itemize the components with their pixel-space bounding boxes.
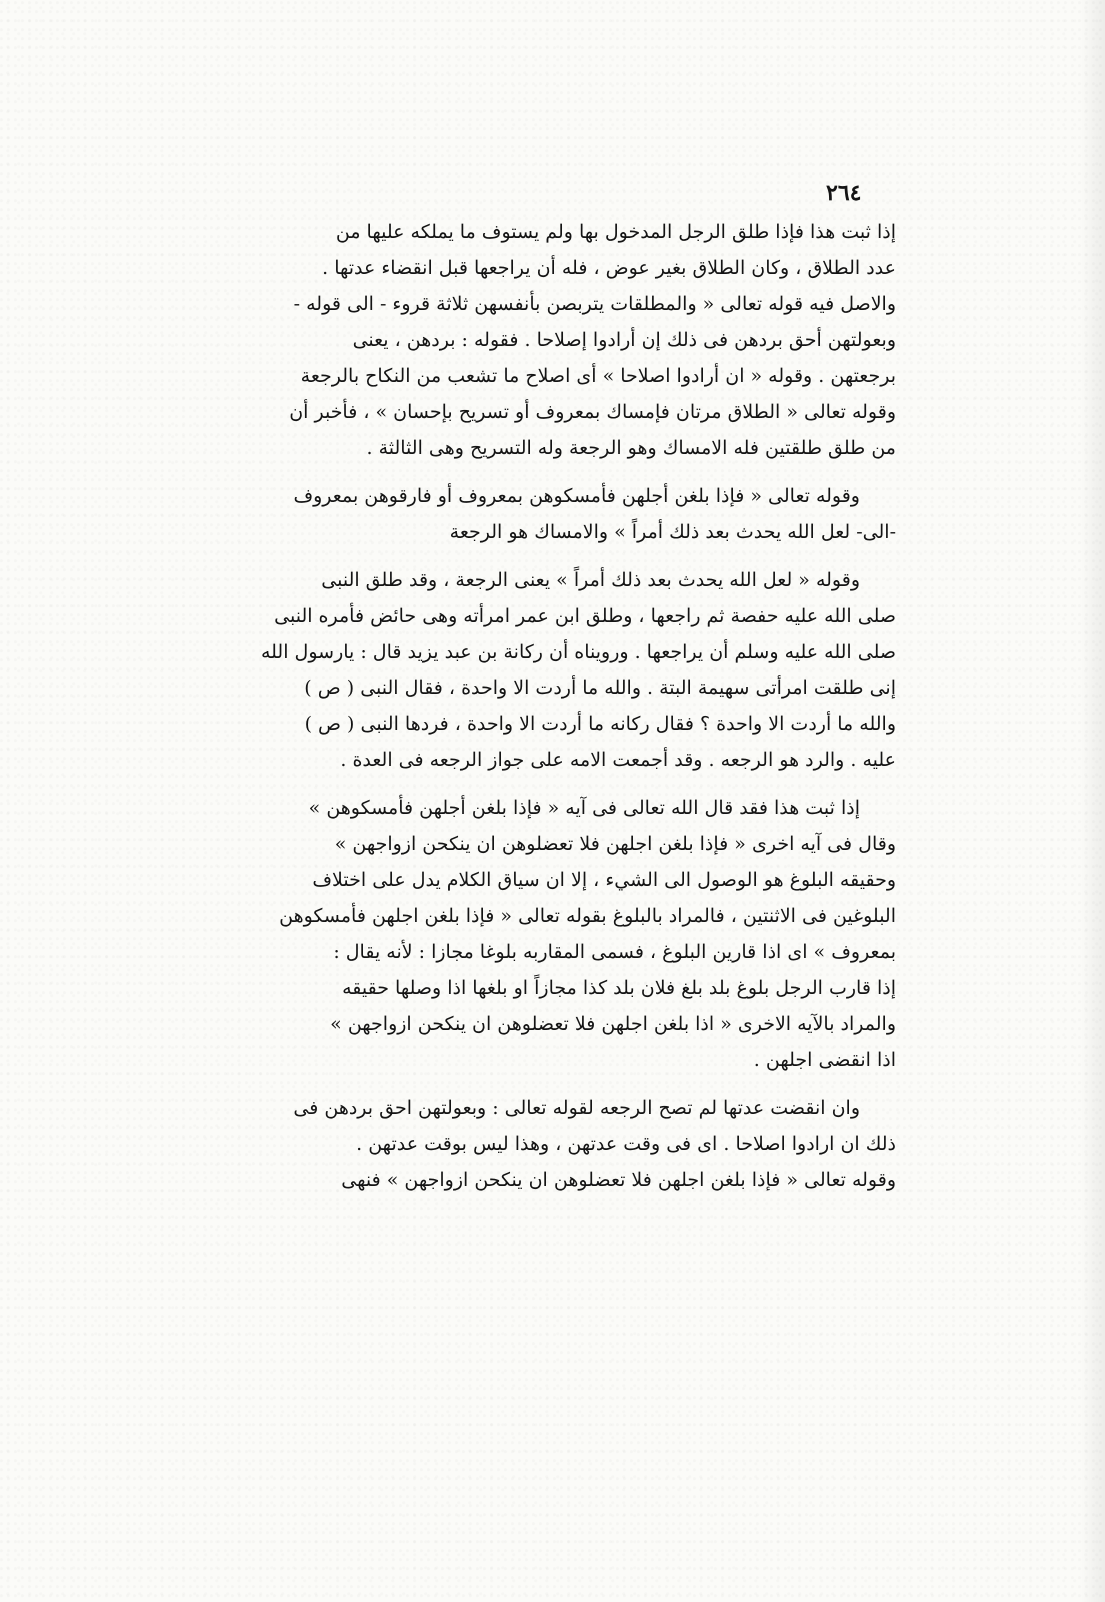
text-line: إنى طلقت امرأتى سهيمة البتة . والله ما أردت الا واحدة ، فقال النبى ( ص ) [304, 677, 896, 699]
text-line: صلى الله عليه وسلم أن يراجعها . ورويناه أن ركانة بن عبد يزيد قال : يارسول الله [260, 641, 896, 663]
page-number: ٢٦٤ [826, 180, 862, 206]
text-line: إذا ثبت هذا فإذا طلق الرجل المدخول بها ولم يستوف ما يملكه عليها من [335, 221, 896, 243]
text-line: والله ما أردت الا واحدة ؟ فقال ركانه ما أردت الا واحدة ، فردها النبى ( ص ) [304, 713, 896, 735]
text-line: وقال فى آيه اخرى « فإذا بلغن اجلهن فلا تعضلوهن ان ينكحن ازواجهن » [334, 833, 896, 855]
text-line: وحقيقه البلوغ هو الوصول الى الشيء ، إلا ان سياق الكلام يدل على اختلاف [312, 869, 896, 891]
text-line: برجعتهن . وقوله « ان أرادوا اصلاحا » أى اصلاح ما تشعب من النكاح بالرجعة [300, 365, 896, 387]
body-text [180, 214, 896, 1198]
text-line: والمراد بالآيه الاخرى « اذا بلغن اجلهن فلا تعضلوهن ان ينكحن ازواجهن » [330, 1013, 896, 1035]
page-edge-shadow [1079, 0, 1105, 1602]
text-line: وقوله « لعل الله يحدث بعد ذلك أمراً » يعنى الرجعة ، وقد طلق النبى [321, 569, 860, 591]
text-line: والاصل فيه قوله تعالى « والمطلقات يتربصن بأنفسهن ثلاثة قروء - الى قوله - [293, 293, 896, 315]
text-line: -الى- لعل الله يحدث بعد ذلك أمراً » والامساك هو الرجعة [449, 521, 896, 543]
text-line: عليه . والرد هو الرجعه . وقد أجمعت الامه على جواز الرجعه فى العدة . [340, 749, 896, 771]
text-line: البلوغين فى الاثنتين ، فالمراد بالبلوغ بقوله تعالى « فإذا بلغن اجلهن فأمسكوهن [279, 905, 896, 927]
text-line: وقوله تعالى « فإذا بلغن اجلهن فلا تعضلوهن ان ينكحن ازواجهن » فنهى [341, 1169, 896, 1191]
text-line: بمعروف » اى اذا قارين البلوغ ، فسمى المقاربه بلوغا مجازا : لأنه يقال : [333, 941, 896, 963]
text-line: وبعولتهن أحق بردهن فى ذلك إن أرادوا إصلاحا . فقوله : بردهن ، يعنى [352, 329, 896, 351]
text-line: إذا ثبت هذا فقد قال الله تعالى فى آيه « فإذا بلغن أجلهن فأمسكوهن » [308, 797, 860, 819]
text-line: إذا قارب الرجل بلوغ بلد بلغ فلان بلد كذا مجازاً او بلغها اذا وصلها حقيقه [342, 977, 896, 999]
text-line: اذا انقضى اجلهن . [753, 1049, 896, 1071]
text-line: صلى الله عليه حفصة ثم راجعها ، وطلق ابن عمر امرأته وهى حائض فأمره النبى [274, 605, 896, 627]
text-line: وان انقضت عدتها لم تصح الرجعه لقوله تعالى : وبعولتهن احق بردهن فى [293, 1097, 860, 1119]
text-line: وقوله تعالى « فإذا بلغن أجلهن فأمسكوهن بمعروف أو فارقوهن بمعروف [293, 485, 860, 507]
text-line: وقوله تعالى « الطلاق مرتان فإمساك بمعروف أو تسريح بإحسان » ، فأخبر أن [289, 401, 896, 423]
text-line: ذلك ان ارادوا اصلاحا . اى فى وقت عدتهن ، وهذا ليس بوقت عدتهن . [356, 1133, 896, 1155]
text-line: عدد الطلاق ، وكان الطلاق بغير عوض ، فله أن يراجعها قبل انقضاء عدتها . [322, 257, 896, 279]
text-line: من طلق طلقتين فله الامساك وهو الرجعة وله التسريح وهى الثالثة . [366, 437, 896, 459]
